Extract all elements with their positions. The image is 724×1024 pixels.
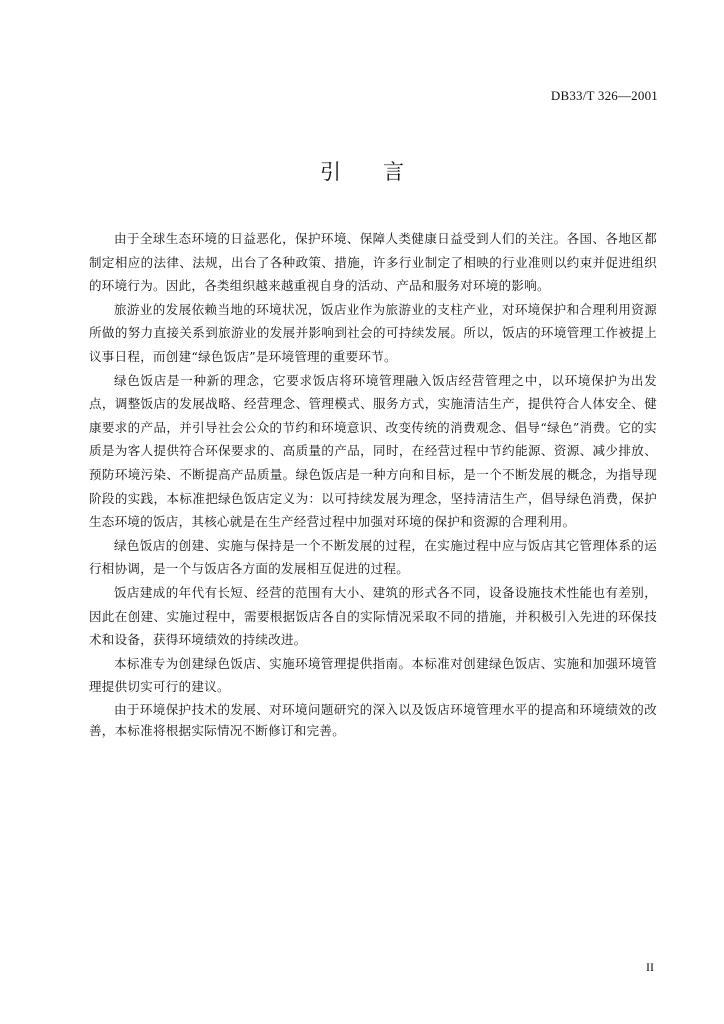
paragraph-4: 绿色饭店的创建、实施与保持是一个不断发展的过程，在实施过程中应与饭店其它管理体系的运行相协调，是一个与饭店各方面的发展相互促进的过程。: [89, 537, 657, 577]
paragraph-2: 旅游业的发展依赖当地的环境状况，饭店业作为旅游业的支柱产业，对环境保护和合理利用资源所做的努力直接关系到旅游业的发展并影响到社会的可持续发展。所以，饭店的环境管理工作被提上议事日程，而创建“绿色饭店”是环境管理的重要环节。: [89, 301, 657, 364]
paragraph-3: 绿色饭店是一种新的理念，它要求饭店将环境管理融入饭店经营管理之中，以环境保护为出发点，调整饭店的发展战略、经营理念、管理模式、服务方式，实施清洁生产，提供符合人体安全、健康要求的产品，并引导社会公众的节约和环境意识、改变传统的消费观念、倡导“绿色”消费。它的实质是为客人提供符合环保要求的、高质量的产品，同时，在经营过程中节约能源、资源、减少排放、预防环境污染、不断提高产品质量。绿色饭店是一种方向和目标，是一个不断发展的概念，为指导现阶段的实践，本标准把绿色饭店定义为：以可持续发展为理念，坚持清洁生产，倡导绿色消费，保护生态环境的饭店，其核心就是在生产经营过程中加强对环境的保护和资源的合理利用。: [89, 372, 657, 530]
introduction-body: [89, 227, 657, 741]
paragraph-5: 饭店建成的年代有长短、经营的范围有大小、建筑的形式各不同，设备设施技术性能也有差别，因此在创建、实施过程中，需要根据饭店各自的实际情况采取不同的措施，并积极引入先进的环保技术和设备，获得环境绩效的持续改进。: [89, 584, 657, 648]
page-title: 引言: [320, 160, 446, 184]
standard-number: DB33/T 326—2001: [550, 88, 658, 103]
paragraph-6: 本标准专为创建绿色饭店、实施环境管理提供指南。本标准对创建绿色饭店、实施和加强环境管理提供切实可行的建议。: [89, 655, 657, 695]
paragraph-7: 由于环境保护技术的发展、对环境问题研究的深入以及饭店环境管理水平的提高和环境绩效的改善，本标准将根据实际情况不断修订和完善。: [89, 701, 657, 738]
page-number: II: [646, 960, 654, 974]
paragraph-1: 由于全球生态环境的日益恶化，保护环境、保障人类健康日益受到人们的关注。各国、各地区都制定相应的法律、法规，出台了各种政策、措施，许多行业制定了相映的行业准则以约束并促进组织的环境行为。因此，各类组织越来越重视自身的活动、产品和服务对环境的影响。: [89, 231, 657, 294]
